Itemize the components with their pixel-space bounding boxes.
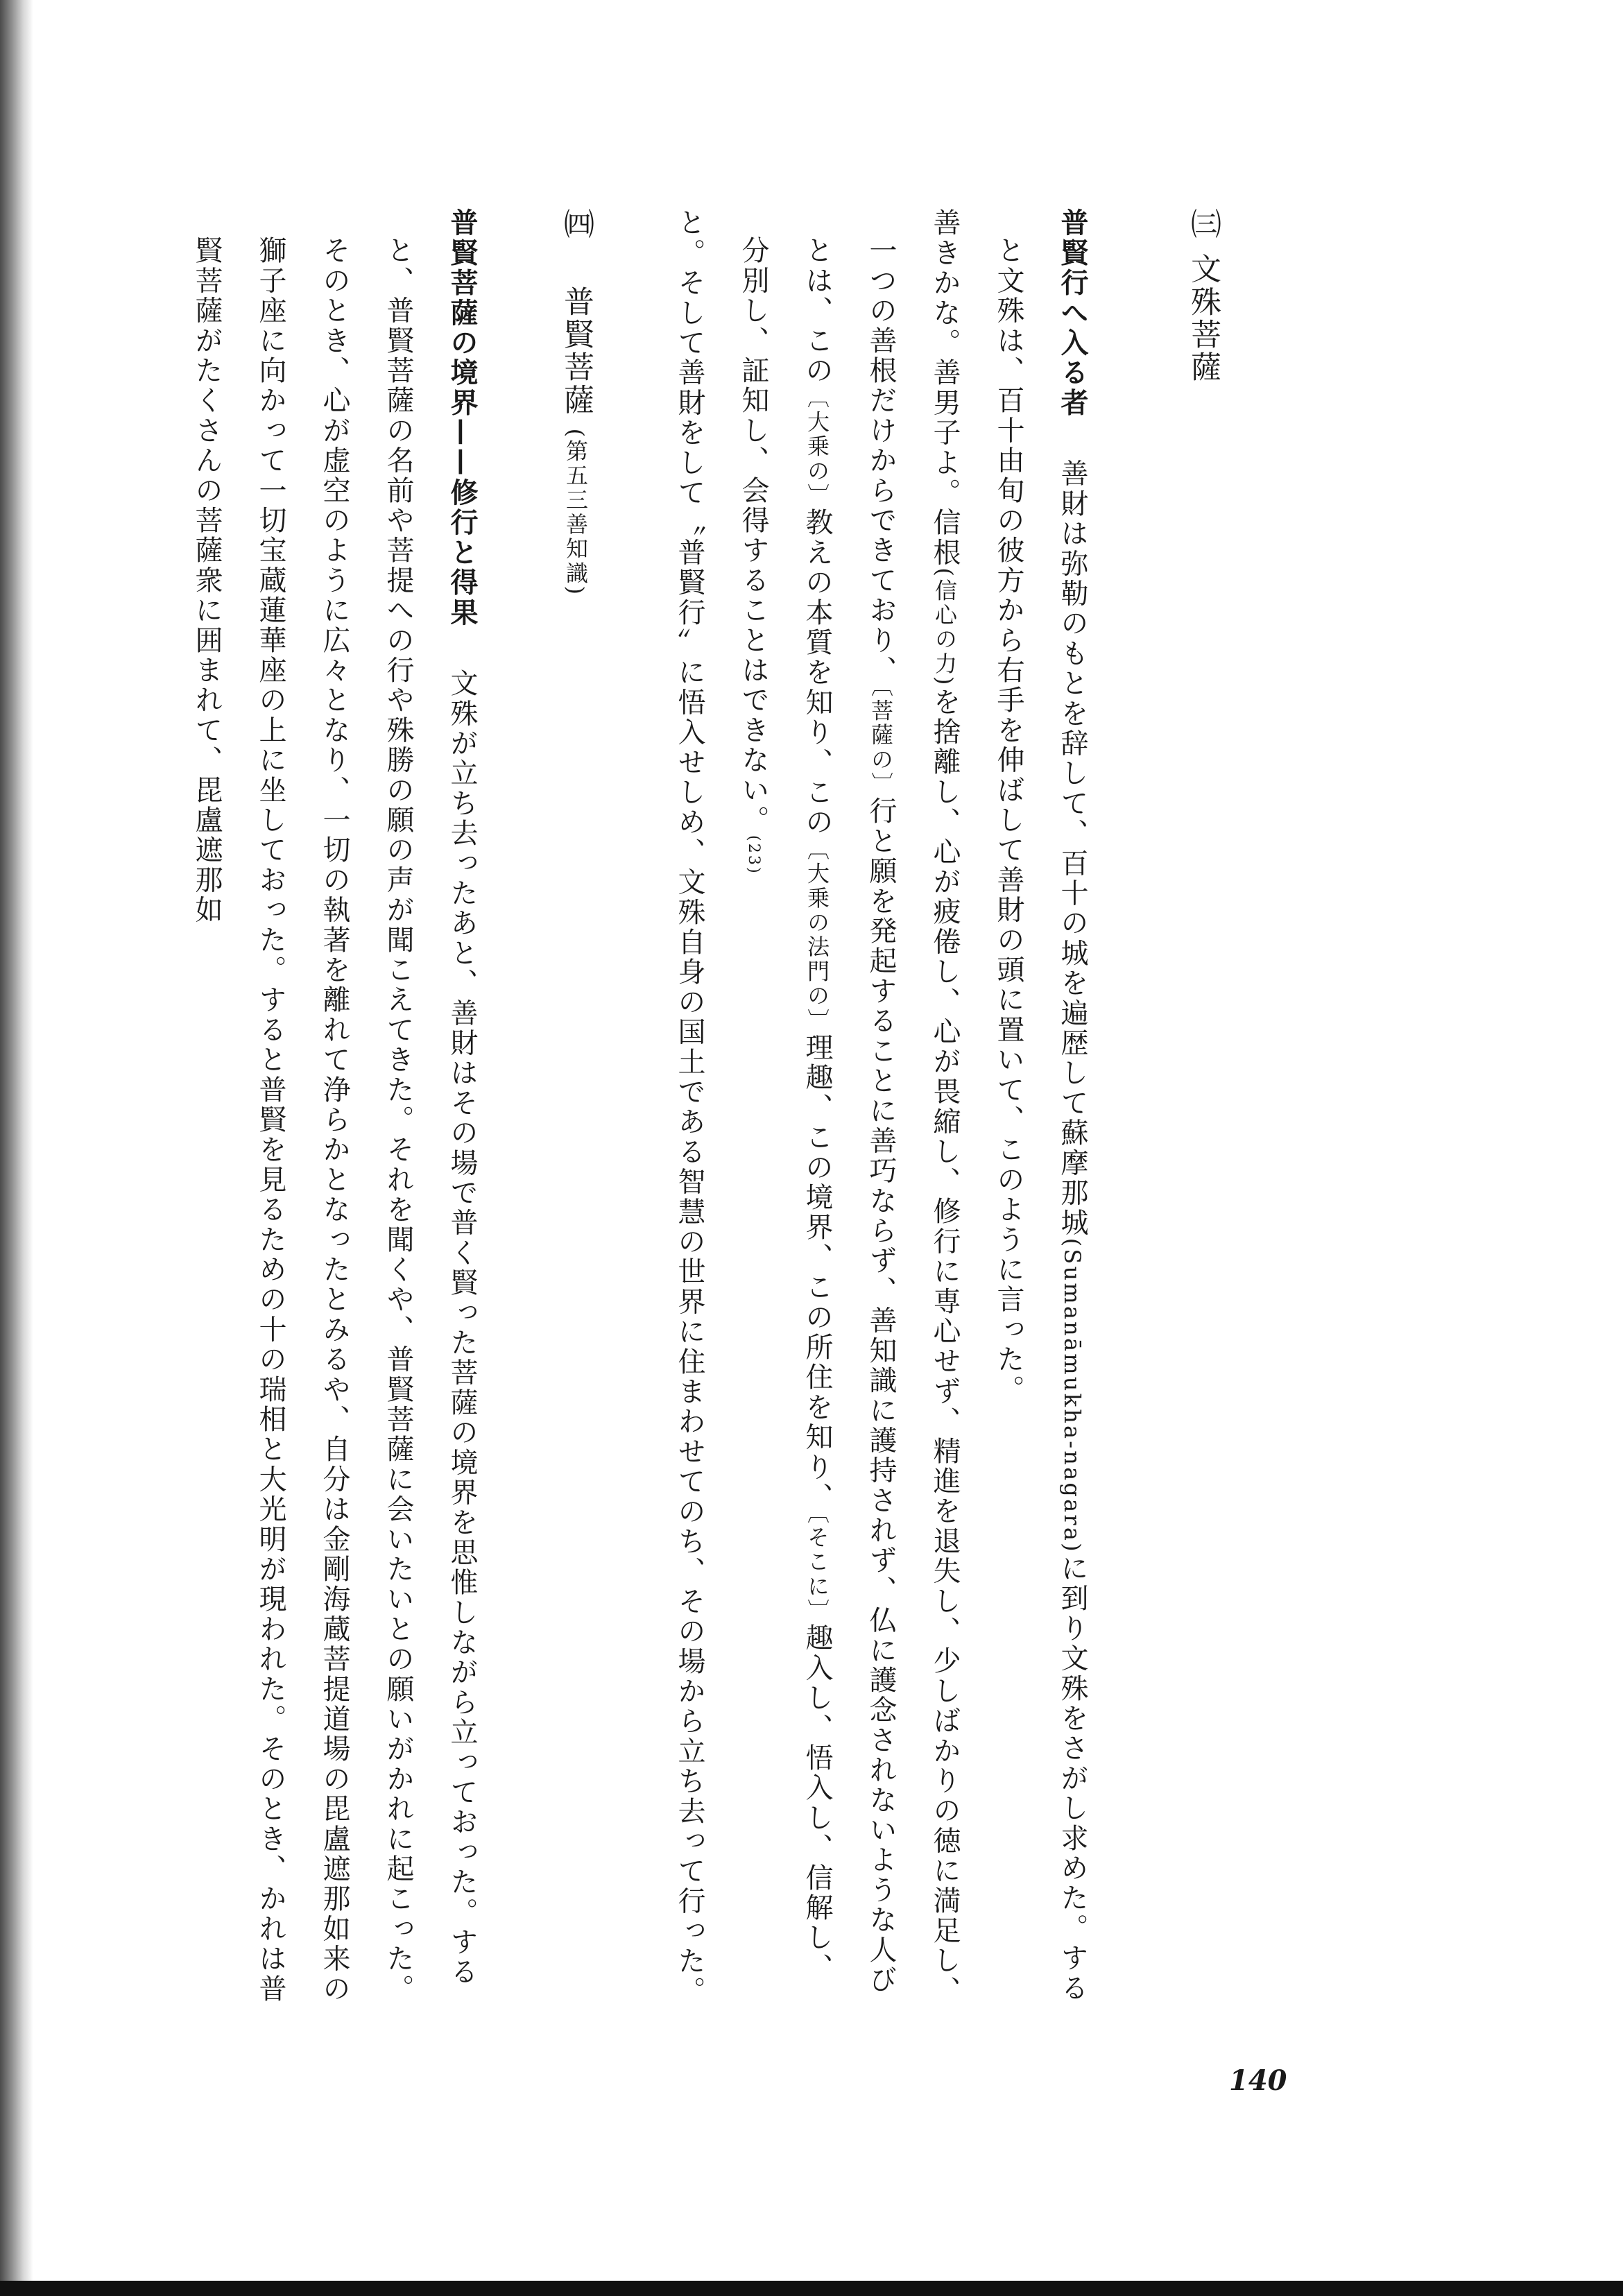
page-number: 140 (1229, 2064, 1287, 2097)
section-3-title: 文殊菩薩 (1185, 252, 1221, 384)
section-3-subhead: 普賢行へ入る者 (1056, 208, 1089, 418)
note-reference: (23) (745, 835, 762, 875)
page-body (153, 208, 1235, 2012)
section-4-number: ㈣ (558, 208, 594, 241)
section-4-heading (544, 208, 608, 2012)
bottom-rule (0, 2281, 1623, 2296)
manjusri-quote: 善きかな。善男子よ。信根(信心の力)を捨離し、心が疲倦し、心が畏縮し、修行に専心せず、精進を退失し、少しばかりの徳に満足し、一つの善根だけからできており、〔菩薩の〕行と願を発起することに善巧ならず、善知識に護持されず、仏に護念されないような人びとは、この〔大乗の〕教えの本質を知り、この〔大乗の法門の〕理趣、この境界、この所住を知り、〔そこに〕趣入し、悟入し、信解し、分別し、証知し、会得することはできない。(23) (737, 208, 961, 2006)
binding-shadow (0, 0, 33, 2296)
section-4-paragraph-1: 普賢菩薩の境界——修行と得果 文殊が立ち去ったあと、善財はその場で普く賢った菩薩の境界を思惟しながら立っておった。すると、普賢菩薩の名前や菩提への行や殊勝の願の声が聞こえてきた。それを聞くや、普賢菩薩に会いたいとの願いがかれに起こった。そのとき、心が虚空のように広々となり、一切の執著を離れて浄らかとなったとみるや、自分は金剛海蔵菩提道場の毘盧遮那如来の獅子座に向かって一切宝蔵蓮華座の上に坐しておった。すると普賢を見るための十の瑞相と大光明が現われた。そのとき、かれは普賢菩薩がたくさんの菩薩衆に囲まれて、毘盧遮那如 (191, 208, 479, 2004)
section-4-title: 普賢菩薩 (558, 285, 594, 417)
section-4-subhead: 普賢菩薩の境界——修行と得果 (446, 208, 479, 628)
section-3-paragraph-2: と。そして善財をして〝普賢行〟に悟入せしめ、文殊自身の国土である智慧の世界に住まわせてのち、その場から立ち去って行った。 (673, 208, 705, 2006)
section-3-paragraph-1: 普賢行へ入る者 善財は弥勒のもとを辞して、百十の城を遍歴して蘇摩那城(Sumanāmukha-nagara)に到り文殊をさがし求めた。すると文殊は、百十由旬の彼方から右手を伸ばして善財の頭に置いて、このように言った。 (993, 208, 1089, 2003)
section-3-number: ㈢ (1185, 208, 1221, 241)
roman-name: (Sumanāmukha-nagara) (1059, 1237, 1085, 1554)
section-3-heading (1171, 208, 1235, 2012)
section-4-title-note: (第五三善知識) (563, 428, 589, 597)
